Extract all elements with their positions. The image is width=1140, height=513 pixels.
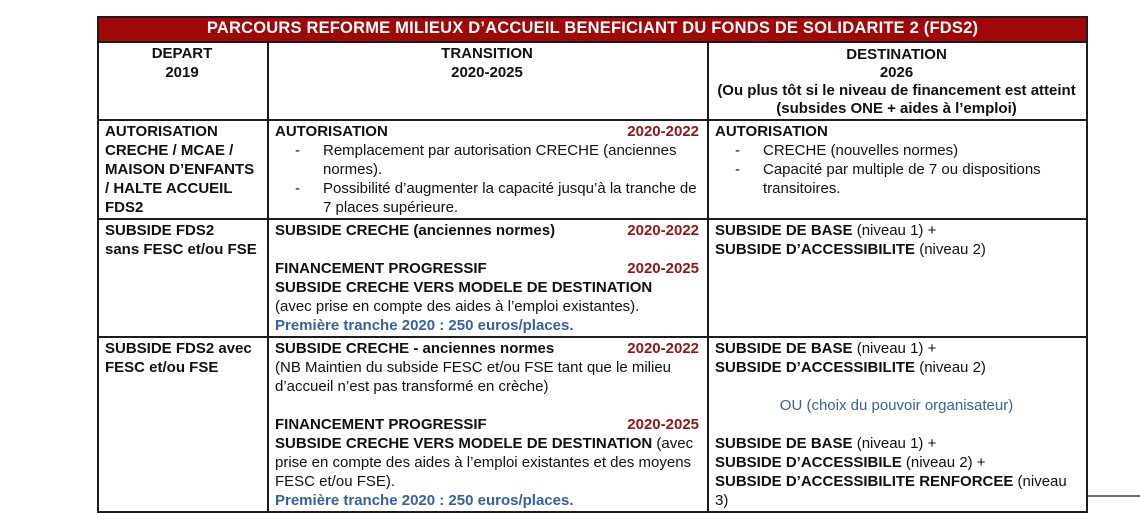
list-item-text: CRECHE (nouvelles normes) xyxy=(763,142,959,159)
spacer xyxy=(715,415,1078,434)
tranche-note: Première tranche 2020 : 250 euros/places. xyxy=(275,492,574,509)
col-header-transition xyxy=(268,42,708,120)
list-item-text: Remplacement par autorisation CRECHE (anciennes normes). xyxy=(323,142,677,178)
col-header-destination xyxy=(708,42,1087,120)
subsidy-level: (niveau 2) xyxy=(915,359,986,376)
depart-line: FDS2 xyxy=(105,199,144,216)
subsidy-name: SUBSIDE D’ACCESSIBILITE xyxy=(715,241,916,258)
row2-depart-cell xyxy=(98,219,268,337)
transition-block-title: SUBSIDE CRECHE - anciennes normes xyxy=(275,340,555,357)
destination-line xyxy=(715,339,1078,358)
subsidy-detail: (avec prise en compte des aides à l’emploi existantes et des moyens FESC et/ou FSE). xyxy=(275,435,694,490)
subsidy-level: (niveau 2) + xyxy=(901,454,986,471)
row2-destination-cell xyxy=(708,219,1087,337)
list-item-text: Possibilité d’augmenter la capacité jusqu’à la tranche de 7 places supérieure. xyxy=(323,180,697,216)
spacer xyxy=(275,240,699,259)
col-header-depart-year: 2019 xyxy=(165,64,199,81)
transition-block-title: FINANCEMENT PROGRESSIF xyxy=(275,416,487,433)
transition-detail: (avec prise en compte des aides à l’emploi existantes). xyxy=(275,298,640,315)
list-item xyxy=(275,179,699,217)
bullet-dash-icon: - xyxy=(295,180,300,197)
subsidy-name: SUBSIDE D’ACCESSIBILITE RENFORCEE xyxy=(715,473,1014,490)
col-header-transition-label: TRANSITION xyxy=(441,45,533,62)
row3-destination-cell xyxy=(708,337,1087,512)
row3-depart-cell xyxy=(98,337,268,512)
subsidy-level: (niveau 1) + xyxy=(852,340,937,357)
transition-block-title: SUBSIDE CRECHE (anciennes normes) xyxy=(275,222,556,239)
col-header-depart-label: DEPART xyxy=(151,45,213,62)
transition-subtitle: SUBSIDE CRECHE VERS MODELE DE DESTINATION xyxy=(275,279,653,296)
transition-block-title: FINANCEMENT PROGRESSIF xyxy=(275,260,487,277)
destination-line xyxy=(715,453,1078,472)
subsidy-name: SUBSIDE DE BASE xyxy=(715,222,853,239)
list-item xyxy=(275,141,699,179)
destination-line xyxy=(715,472,1078,510)
period-label: 2020-2025 xyxy=(627,416,699,433)
subsidy-name: SUBSIDE DE BASE xyxy=(715,340,853,357)
period-label: 2020-2022 xyxy=(627,123,699,140)
subsidy-name: SUBSIDE CRECHE VERS MODELE DE DESTINATION xyxy=(275,435,653,452)
depart-line: SUBSIDE FDS2 xyxy=(105,222,215,239)
subsidy-level: (niveau 1) + xyxy=(852,222,937,239)
or-choice-note: OU (choix du pouvoir organisateur) xyxy=(779,397,1014,414)
col-header-destination-note: (Ou plus tôt si le niveau de financement est atteint (subsides ONE + aides à l’emploi) xyxy=(717,82,1076,117)
subsidy-level: (niveau 3) xyxy=(715,473,1067,509)
period-label: 2020-2022 xyxy=(627,222,699,239)
depart-line: / HALTE ACCUEIL xyxy=(105,180,233,197)
destination-line xyxy=(715,221,1078,240)
destination-block-title: AUTORISATION xyxy=(715,123,828,140)
bullet-dash-icon: - xyxy=(295,142,300,159)
destination-line xyxy=(715,358,1078,377)
spacer xyxy=(275,396,699,415)
reform-pathway-table xyxy=(97,16,1088,513)
col-header-destination-label: DESTINATION xyxy=(846,46,947,63)
depart-line: SUBSIDE FDS2 avec xyxy=(105,340,252,357)
row3-transition-cell xyxy=(268,337,708,512)
depart-line: FESC et/ou FSE xyxy=(105,359,219,376)
table-title: PARCOURS REFORME MILIEUX D’ACCUEIL BENEFICIANT DU FONDS DE SOLIDARITE 2 (FDS2) xyxy=(98,17,1087,42)
bullet-dash-icon: - xyxy=(735,142,740,159)
list-item xyxy=(715,160,1078,198)
subsidy-name: SUBSIDE D’ACCESSIBILE xyxy=(715,454,902,471)
row1-transition-cell xyxy=(268,120,708,219)
row1-destination-cell xyxy=(708,120,1087,219)
subsidy-level: (niveau 1) + xyxy=(852,435,937,452)
depart-line: sans FESC et/ou FSE xyxy=(105,241,257,258)
col-header-transition-years: 2020-2025 xyxy=(451,64,523,81)
tranche-note: Première tranche 2020 : 250 euros/places. xyxy=(275,317,574,334)
transition-block-title: AUTORISATION xyxy=(275,123,388,140)
bullet-dash-icon: - xyxy=(735,161,740,178)
transition-nb-note: (NB Maintien du subside FESC et/ou FSE tant que le milieu d’accueil n’est pas transformé en crèche) xyxy=(275,359,672,395)
subsidy-name: SUBSIDE DE BASE xyxy=(715,435,853,452)
subsidy-level: (niveau 2) xyxy=(915,241,986,258)
depart-line: CRECHE / MCAE / xyxy=(105,142,234,159)
spacer xyxy=(715,377,1078,396)
list-item xyxy=(715,141,1078,160)
destination-line xyxy=(715,434,1078,453)
list-item-text: Capacité par multiple de 7 ou dispositions transitoires. xyxy=(763,161,1041,197)
subsidy-name: SUBSIDE D’ACCESSIBILITE xyxy=(715,359,916,376)
table-row xyxy=(98,337,1087,512)
row1-depart-cell xyxy=(98,120,268,219)
destination-line xyxy=(715,240,1078,259)
col-header-destination-year: 2026 xyxy=(879,64,914,81)
period-label: 2020-2022 xyxy=(627,340,699,357)
transition-detail xyxy=(275,434,699,491)
table-row xyxy=(98,120,1087,219)
row2-transition-cell xyxy=(268,219,708,337)
col-header-depart xyxy=(98,42,268,120)
table-row xyxy=(98,219,1087,337)
period-label: 2020-2025 xyxy=(627,260,699,277)
depart-line: AUTORISATION xyxy=(105,123,218,140)
depart-line: MAISON D’ENFANTS xyxy=(105,161,255,178)
